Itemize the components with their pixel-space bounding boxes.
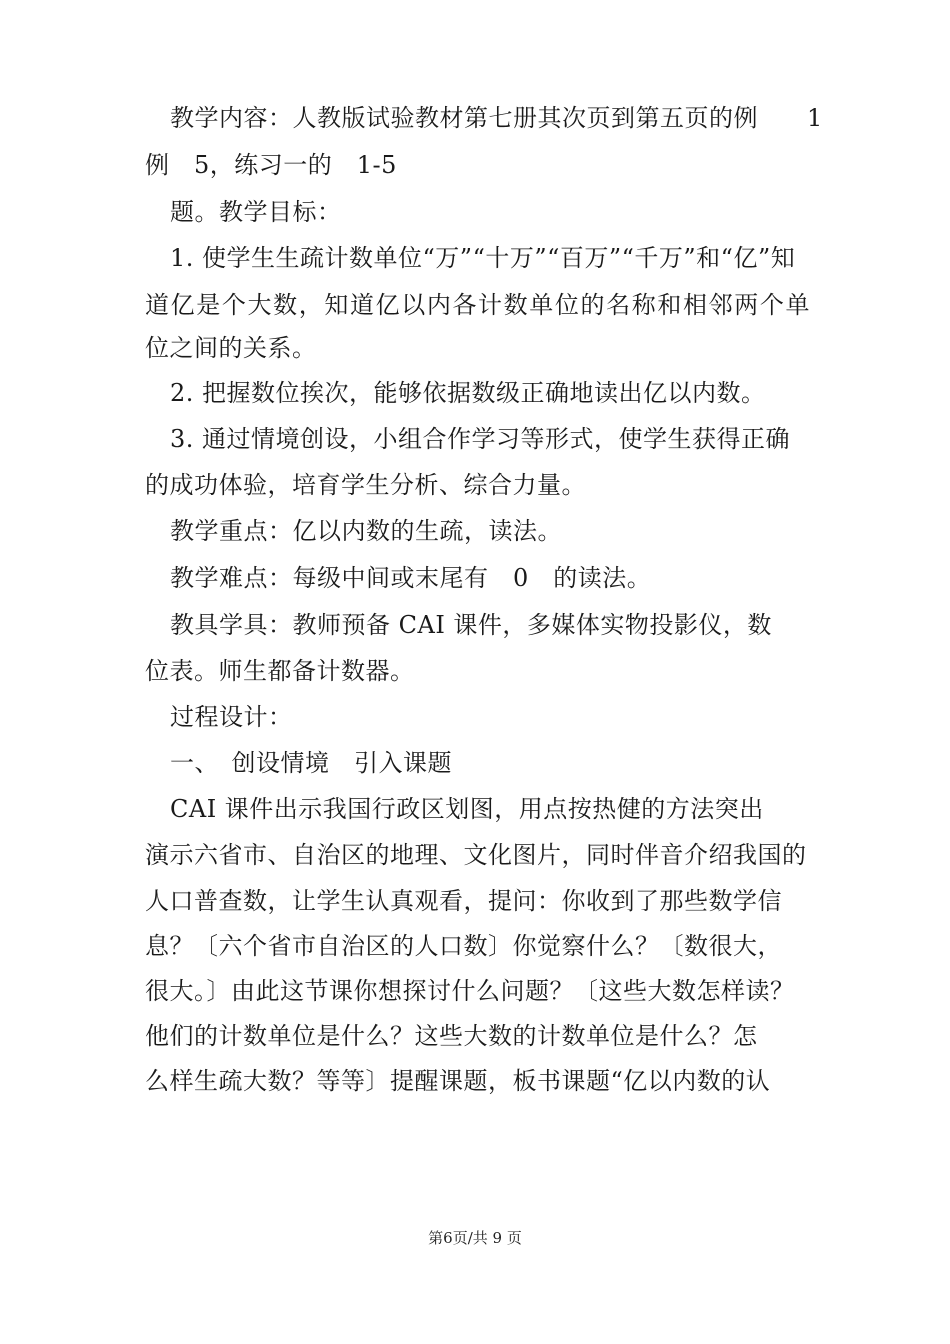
text-line: 他们的计数单位是什么？这些大数的计数单位是什么？怎: [145, 1022, 758, 1050]
text-line: 息？〔六个省市自治区的人口数〕你觉察什么？〔数很大，: [145, 932, 782, 960]
text-line: 很大。〕由此这节课你想探讨什么问题？〔这些大数怎样读？: [145, 977, 795, 1005]
text-line: 题。教学目标：: [170, 198, 342, 226]
text-line: 道亿是个大数，知道亿以内各计数单位的名称和相邻两个单: [145, 291, 810, 319]
text-line: 演示六省市、自治区的地理、文化图片，同时伴音介绍我国的: [145, 841, 807, 869]
text-line: 教学重点：亿以内数的生疏，读法。: [170, 517, 562, 545]
text-line: 3. 通过情境创设，小组合作学习等形式，使学生获得正确: [170, 425, 791, 453]
text-line: 1. 使学生生疏计数单位“万”“十万”“百万”“千万”和“亿”知: [170, 244, 796, 272]
text-line: 么样生疏大数？等等〕提醒课题，板书课题“亿以内数的认: [145, 1067, 771, 1095]
text-line: 的成功体验，培育学生分析、综合力量。: [145, 471, 586, 499]
text-line: CAI 课件出示我国行政区划图，用点按热健的方法突出: [170, 795, 764, 823]
text-line: 过程设计：: [170, 703, 293, 731]
text-line: 例 5，练习一的 1-5: [145, 151, 397, 179]
text-line: 教学难点：每级中间或末尾有 0 的读法。: [170, 564, 652, 592]
text-line: 人口普查数，让学生认真观看，提问：你收到了那些数学信: [145, 887, 782, 915]
section-heading: 一、 创设情境 引入课题: [170, 749, 452, 777]
text-line: 位之间的关系。: [145, 334, 317, 362]
page-number-footer: 第6页/共 9 页: [428, 1229, 522, 1247]
text-line: 教具学具：教师预备 CAI 课件，多媒体实物投影仪，数: [170, 611, 772, 639]
text-line: 教学内容：人教版试验教材第七册其次页到第五页的例 1: [170, 104, 823, 132]
text-line: 2. 把握数位挨次，能够依据数级正确地读出亿以内数。: [170, 379, 766, 407]
text-line: 位表。师生都备计数器。: [145, 657, 415, 685]
